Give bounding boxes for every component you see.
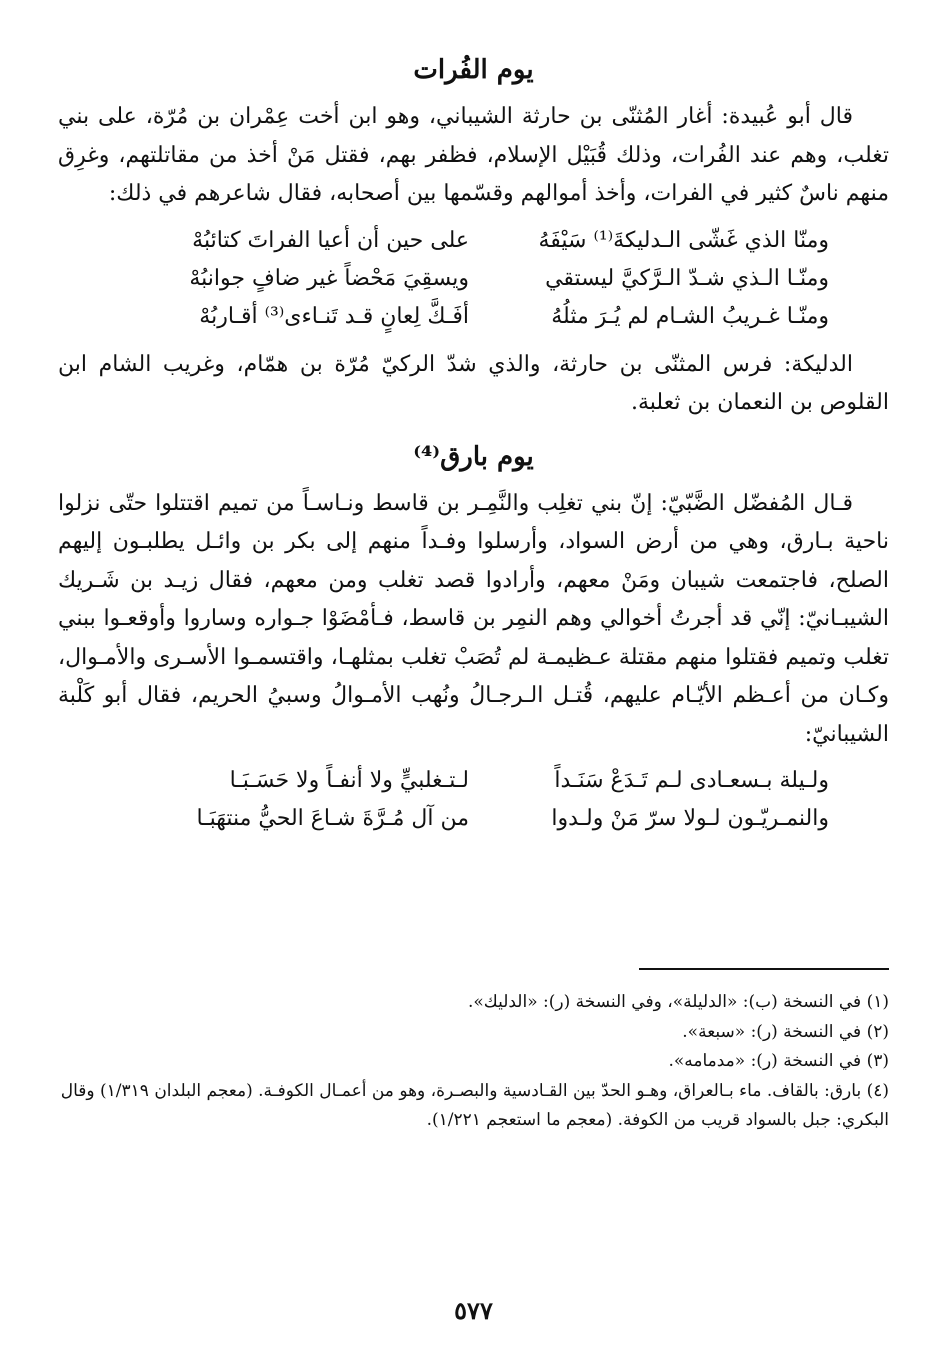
verse-line (58, 222, 889, 260)
poem-bariq (58, 762, 889, 838)
verse-line (58, 800, 889, 838)
paragraph-bariq: قـال المُفضّل الضَّبّيّ: إنّ بني تغلِب والنَّمِـر بن قاسط ونـاسـاً من تميم اقتتلوا حتّى نزلوا ناحية بـارق، وهي من أرض السواد، وأرسلوا وفـداً منهم إلى بكر بن وائـل يطلبـون إليهم الصلح، فاجتمعت شيبان ومَنْ معهم، وأرادوا قصد تغلب ومن معهم، فقال زيـد بن شَـريك الشيبـانيّ: إنّي قد أجرتُ أخوالي وهم النمِر بن قاسط، فـأمْضَوْا جـواره وساروا وأوقعـوا ببني تغلب وتميم فقتلوا منهم مقتلة عـظيمـة لم تُصَبْ تغلب بمثلهـا، واقتسمـوا الأسـرى والأمـوال، وكـان من أعـظم الأيّـام عليهم، قُتـل الـرجـالُ ونُهب الأمـوالُ وسبيُ الحريم، فقال أبو كَلْبة الشيبانيّ: (58, 490, 889, 747)
footnote-3: (٣) في النسخة (ر): «مدمامه». (668, 1051, 889, 1071)
poem-furat (58, 222, 889, 336)
verse-second-hemistich: من آل مُـرَّةَ شـاعَ الحيُّ منتهَبَـا (196, 806, 469, 831)
verse-line (58, 260, 889, 298)
verse-first-hemistich: والنمـريّـون لـولا سرّ مَنْ ولـدوا (551, 806, 829, 831)
verse-second-hemistich: لـتـغلبيٍّ ولا أنفـاً ولا حَسَـبَـا (229, 768, 469, 793)
footnotes (58, 988, 889, 1136)
footnote-2: (٢) في النسخة (ر): «سبعة». (682, 1021, 889, 1042)
section-title-bariq: يوم بارق⁽⁴⁾ (413, 441, 534, 472)
footnote-4: (٤) بارق: بالقاف. ماء بـالعراق، وهـو الحدّ بين القـادسية والبصـرة، وهو من أعمـال الكوفـة. (معجم البلدان ١/٣١٩) وقال البكري: جبل بالسواد قريب من الكوفة. (معجم ما استعجم ١/٢٢١). (60, 1080, 889, 1130)
paragraph-daleeka-note: الدليكة: فرس المثنّى بن حارثة، والذي شدّ الركيّ مُرّة بن همّام، وغريب الشام ابن القلوص بن النعمان بن ثعلبة. (58, 351, 889, 415)
verse-first-hemistich: ومنّـا غـريبُ الشـام لم يُـرَ مثلُهُ (551, 303, 829, 329)
verse-second-hemistich: ويسقِيَ مَحْضاً غير ضافٍ جوانبُهْ (189, 265, 469, 291)
verse-line (58, 298, 889, 336)
verse-second-hemistich: على حين أن أعيا الفراتَ كتائبُهْ (192, 227, 469, 253)
section-spacer (58, 423, 889, 437)
footnote-1: (١) في النسخة (ب): «الدليلة»، وفي النسخة (ر): «الدليك». (467, 992, 889, 1012)
verse-first-hemistich: ولـيلة بـسعـادى لـم تَـدَعْ سَنَـداً (554, 768, 829, 793)
verse-second-hemistich: أفَـكَّ لِعانٍ قـد تَنـاءى⁽³⁾ أقـاربُهْ (199, 303, 469, 329)
verse-first-hemistich: ومنّا الذي غَشّى الـدليكةَ⁽¹⁾ سَيْفَهُ (538, 227, 829, 253)
paragraph-furat: قال أبو عُبيدة: أغار المُثنّى بن حارثة الشيباني، وهو ابن أخت عِمْران بن مُرّة، على بني تغلب، وهم عند الفُرات، وذلك قُبَيْل الإسلام، فظفر بهم، فقتل مَنْ أخذ من مقاتلتهم، وغرِق منهم ناسٌ كثير في الفرات، وأخذ أموالهم وقسّمها بين أصحابه، فقال شاعرهم في ذلك: (58, 104, 889, 206)
section-title-furat: يوم الفُرات (413, 55, 534, 85)
page-number: ٥٧٧ (454, 1296, 493, 1325)
verse-line (58, 762, 889, 800)
verse-first-hemistich: ومنّـا الـذي شـدّ الـرَّكيَّ ليستقي (545, 265, 829, 291)
footnote-separator (639, 968, 889, 970)
